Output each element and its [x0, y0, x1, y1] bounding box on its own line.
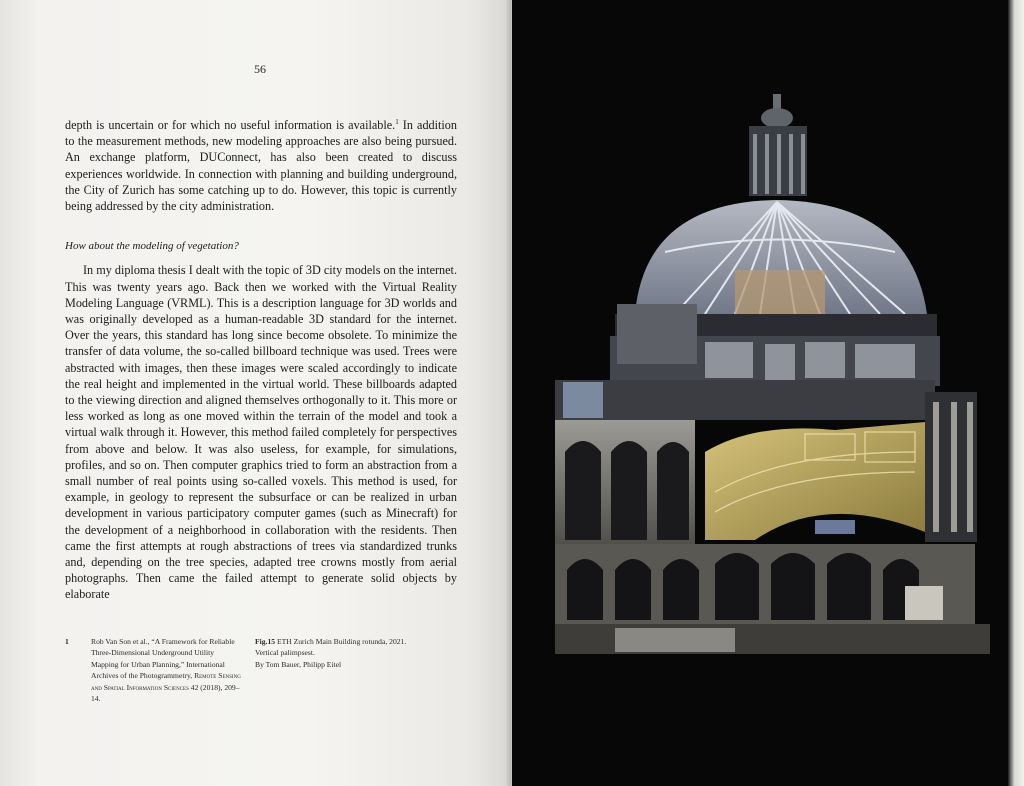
body-text — [65, 117, 457, 603]
footnote-text — [91, 636, 241, 704]
paragraph-1-text: depth is uncertain or for which no useful information is available. — [65, 118, 396, 132]
paragraph-1 — [65, 117, 457, 214]
footnote-journal: Remote Sensing and Spatial Information Sciences — [91, 671, 241, 692]
rotunda-section-image — [555, 92, 990, 662]
figure-label: Fig.15 — [255, 637, 276, 646]
base-light — [615, 628, 735, 652]
lantern-cap — [761, 108, 793, 128]
middle-floor — [555, 380, 935, 420]
left-page — [0, 0, 511, 786]
portico-columns — [933, 402, 973, 532]
page-number: 56 — [254, 62, 266, 76]
page-edge — [1008, 0, 1024, 786]
subheading: How about the modeling of vegetation? — [65, 240, 239, 253]
caption-line-1: ETH Zurich Main Building rotunda, 2021. — [275, 637, 407, 646]
left-window-block — [563, 382, 603, 418]
upper-windows — [705, 342, 915, 380]
paragraph-1-text-after: In addition to the measurement methods, new modeling approaches are also being pursued. An exchange platform, DUConnect, has also been created to discuss experiences worldwide. In connection with planning and building underground, the City of Zurich has some catching up to do. However, this topic is currently being addressed by the city administration. — [65, 118, 457, 214]
caption-line-3: By Tom Bauer, Philipp Eitel — [255, 659, 342, 669]
figure-caption — [255, 636, 455, 670]
footnote-ref[interactable]: 1 — [395, 117, 399, 126]
caption-line-2: Vertical palimpsest. — [255, 648, 315, 658]
left-arches — [565, 441, 689, 540]
left-tower-top — [617, 304, 697, 364]
stair-landing — [815, 520, 855, 534]
dome-interior-warm — [735, 270, 825, 314]
ground-light-panel — [905, 586, 943, 620]
footnote-number: 1 — [65, 637, 69, 646]
footnote-text-part1: Rob Van Son et al., “A Framework for Reliable Three-Dimensional Underground Utility Mapping for Urban Planning,” International Archives of the Photogrammetry, — [91, 637, 235, 681]
paragraph-2: In my diploma thesis I dealt with the topic of 3D city models on the internet. This was twenty years ago. Back then we worked with the Virtual Reality Modeling Language (VRML). This is a description language for 3D worlds and was originally developed as a human-readable 3D standard for the internet. Over the years, this standard has long since become obsolete. To minimize the transfer of data volume, the so-called billboard technique was used. Trees were abstracted with images, then these images were scaled accordingly to indicate the real height and implemented in the virtual world. These billboards adapted to the viewing direction and aligned themselves orthogonally to it. This more or less worked as long as one moved within the terrain of the model and took a virtual walk through it. However, this method failed completely for perspectives from above and below. It was also useless, for example, for simulations, profiles, and so on. Then computer graphics tried to form an abstraction from a small number of real points using so-called voxels. This method is used, for example, in geology to represent the subsurface or can be realized in urban development in various participatory computer games (such as Minecraft) for the development of a neighborhood in collaboration with the residents. Then came the first attempts at rough abstractions of trees via standardized trunks and, depending on the tree species, adapted tree crowns mostly from aerial photographs. Then came the failed attempt to generate solid objects by elaborate — [65, 263, 457, 602]
footnote-text-part2: 42 (2018), 209–14. — [91, 682, 240, 704]
